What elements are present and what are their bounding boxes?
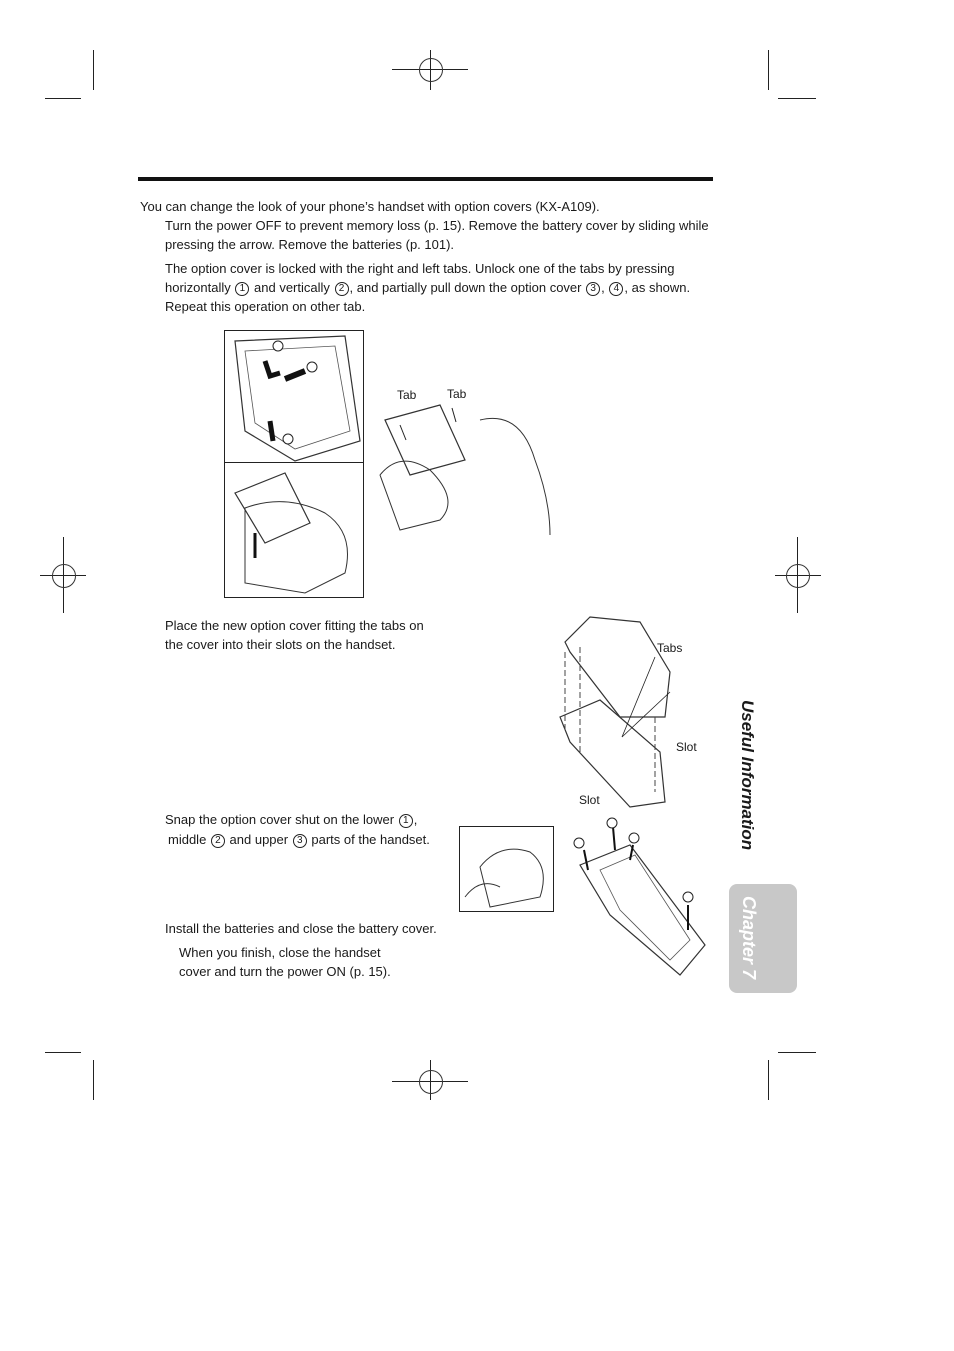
registration-circle — [786, 564, 810, 588]
crop-mark — [45, 98, 81, 99]
crop-mark — [778, 98, 816, 99]
circled-number: 4 — [609, 282, 623, 296]
step2-line2 — [165, 278, 690, 297]
tabs-label: Tabs — [657, 641, 683, 655]
step4-text: , — [413, 812, 418, 827]
step5-line3: cover and turn the power ON (p. 15). — [179, 964, 391, 979]
section-title: Useful Information — [738, 700, 757, 851]
circled-number: 3 — [293, 834, 307, 848]
slot-label-left: Slot — [579, 793, 600, 807]
circled-number: 1 — [399, 814, 413, 828]
step2-text: horizontally — [165, 280, 231, 295]
step5-line2: When you finish, close the handset — [179, 945, 381, 960]
step2-line3: Repeat this operation on other tab. — [165, 299, 366, 314]
hands-illustration — [370, 380, 555, 540]
step2-text: and vertically — [254, 280, 330, 295]
crop-mark — [768, 50, 769, 90]
step1-line2: pressing the arrow. Remove the batteries (p. 101). — [165, 237, 455, 252]
crop-mark — [768, 1060, 769, 1100]
step2-line1: The option cover is locked with the right and left tabs. Unlock one of the tabs by pressing — [165, 261, 675, 276]
figure-fit-cover — [550, 612, 715, 812]
crop-mark — [778, 1052, 816, 1053]
figure-snap-cover-inset — [459, 826, 554, 912]
chapter-label: Chapter 7 — [739, 896, 759, 980]
registration-circle — [52, 564, 76, 588]
intro-text: You can change the look of your phone’s handset with option covers (KX-A109). — [140, 199, 600, 214]
figure-remove-cover-top — [224, 330, 364, 464]
slot-label-right: Slot — [676, 740, 697, 754]
step3-line2: the cover into their slots on the handset. — [165, 637, 396, 652]
step2-text: , as shown. — [624, 280, 691, 295]
figure-remove-cover-bottom — [224, 462, 364, 598]
step4-line2 — [168, 830, 430, 849]
step3-line1: Place the new option cover fitting the tabs on — [165, 618, 424, 633]
step4-text: middle — [168, 832, 207, 847]
header-rule — [138, 177, 713, 181]
figure-hands-tabs — [370, 380, 555, 540]
cover-handset-illustration — [550, 612, 715, 812]
handset-snap-illustration — [570, 815, 715, 980]
step4-line1 — [165, 810, 417, 829]
crop-mark — [45, 1052, 81, 1053]
circled-number: 2 — [211, 834, 225, 848]
crop-mark — [93, 1060, 94, 1100]
circled-number: 2 — [335, 282, 349, 296]
registration-circle — [419, 58, 443, 82]
step2-text: , and partially pull down the option cover — [349, 280, 582, 295]
step2-text: , — [601, 280, 605, 295]
thumb-press-illustration — [460, 827, 553, 911]
step4-text: Snap the option cover shut on the lower — [165, 812, 395, 827]
step5-line1: Install the batteries and close the battery cover. — [165, 921, 437, 936]
figure-snap-cover — [570, 815, 715, 980]
step1-line1: Turn the power OFF to prevent memory loss (p. 15). Remove the battery cover by sliding while — [165, 218, 709, 233]
registration-circle — [419, 1070, 443, 1094]
circled-number: 1 — [235, 282, 249, 296]
step4-text: and upper — [229, 832, 289, 847]
step4-text: parts of the handset. — [311, 832, 430, 847]
handset-illustration — [225, 331, 363, 463]
hand-illustration — [225, 463, 363, 597]
tab-label-left: Tab — [397, 388, 417, 402]
tab-label-right: Tab — [447, 387, 467, 401]
crop-mark — [93, 50, 94, 90]
circled-number: 3 — [586, 282, 600, 296]
